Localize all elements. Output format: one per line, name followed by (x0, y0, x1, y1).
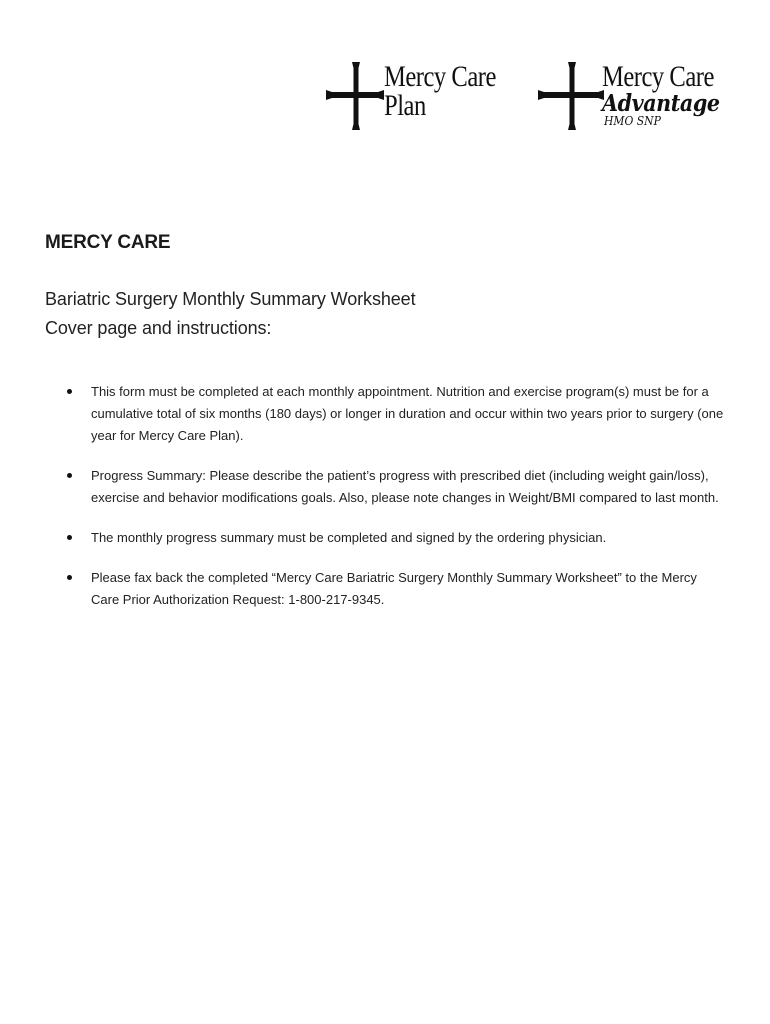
form-title-line1: Bariatric Surgery Monthly Summary Worksheet (45, 289, 416, 309)
form-title (45, 285, 415, 343)
logo-plan-line1: Mercy Care (384, 60, 496, 93)
logo-advantage-line3: HMO SNP (604, 114, 661, 128)
instruction-text: This form must be completed at each monthly appointment. Nutrition and exercise program(s) must be for a cumulative total of six months (180 days) or longer in duration and occur within two years prior to surgery (one year for Mercy Care Plan). (91, 384, 724, 443)
instruction-text: Please fax back the completed “Mercy Care Bariatric Surgery Monthly Summary Worksheet” to the Mercy Care Prior Authorization Request: 1-800-217-9345. (91, 570, 697, 607)
bullet-icon (67, 535, 72, 540)
bullet-icon (67, 575, 72, 580)
cross-icon (326, 62, 382, 128)
form-title-line2: Cover page and instructions: (45, 318, 272, 338)
instruction-text: The monthly progress summary must be completed and signed by the ordering physician. (91, 530, 607, 545)
instructions-list (45, 381, 725, 629)
cross-icon (538, 62, 602, 128)
instruction-item (45, 527, 725, 549)
instruction-item (45, 381, 725, 447)
bullet-icon (67, 473, 72, 478)
logo-plan-line2: Plan (384, 89, 426, 122)
instruction-item (45, 465, 725, 509)
mercy-care-plan-logo (326, 62, 520, 128)
org-title: MERCY CARE (45, 232, 171, 253)
logo-advantage-line2: Advantage (602, 90, 720, 117)
instruction-text: Progress Summary: Please describe the patient’s progress with prescribed diet (including weight gain/loss), exercise and behavior modifications goals. Also, please note changes in Weight/BMI compared to last month. (91, 468, 719, 505)
logo-advantage-line1: Mercy Care (602, 60, 714, 93)
bullet-icon (67, 389, 72, 394)
instruction-item (45, 567, 725, 611)
mercy-care-advantage-logo (538, 62, 738, 128)
